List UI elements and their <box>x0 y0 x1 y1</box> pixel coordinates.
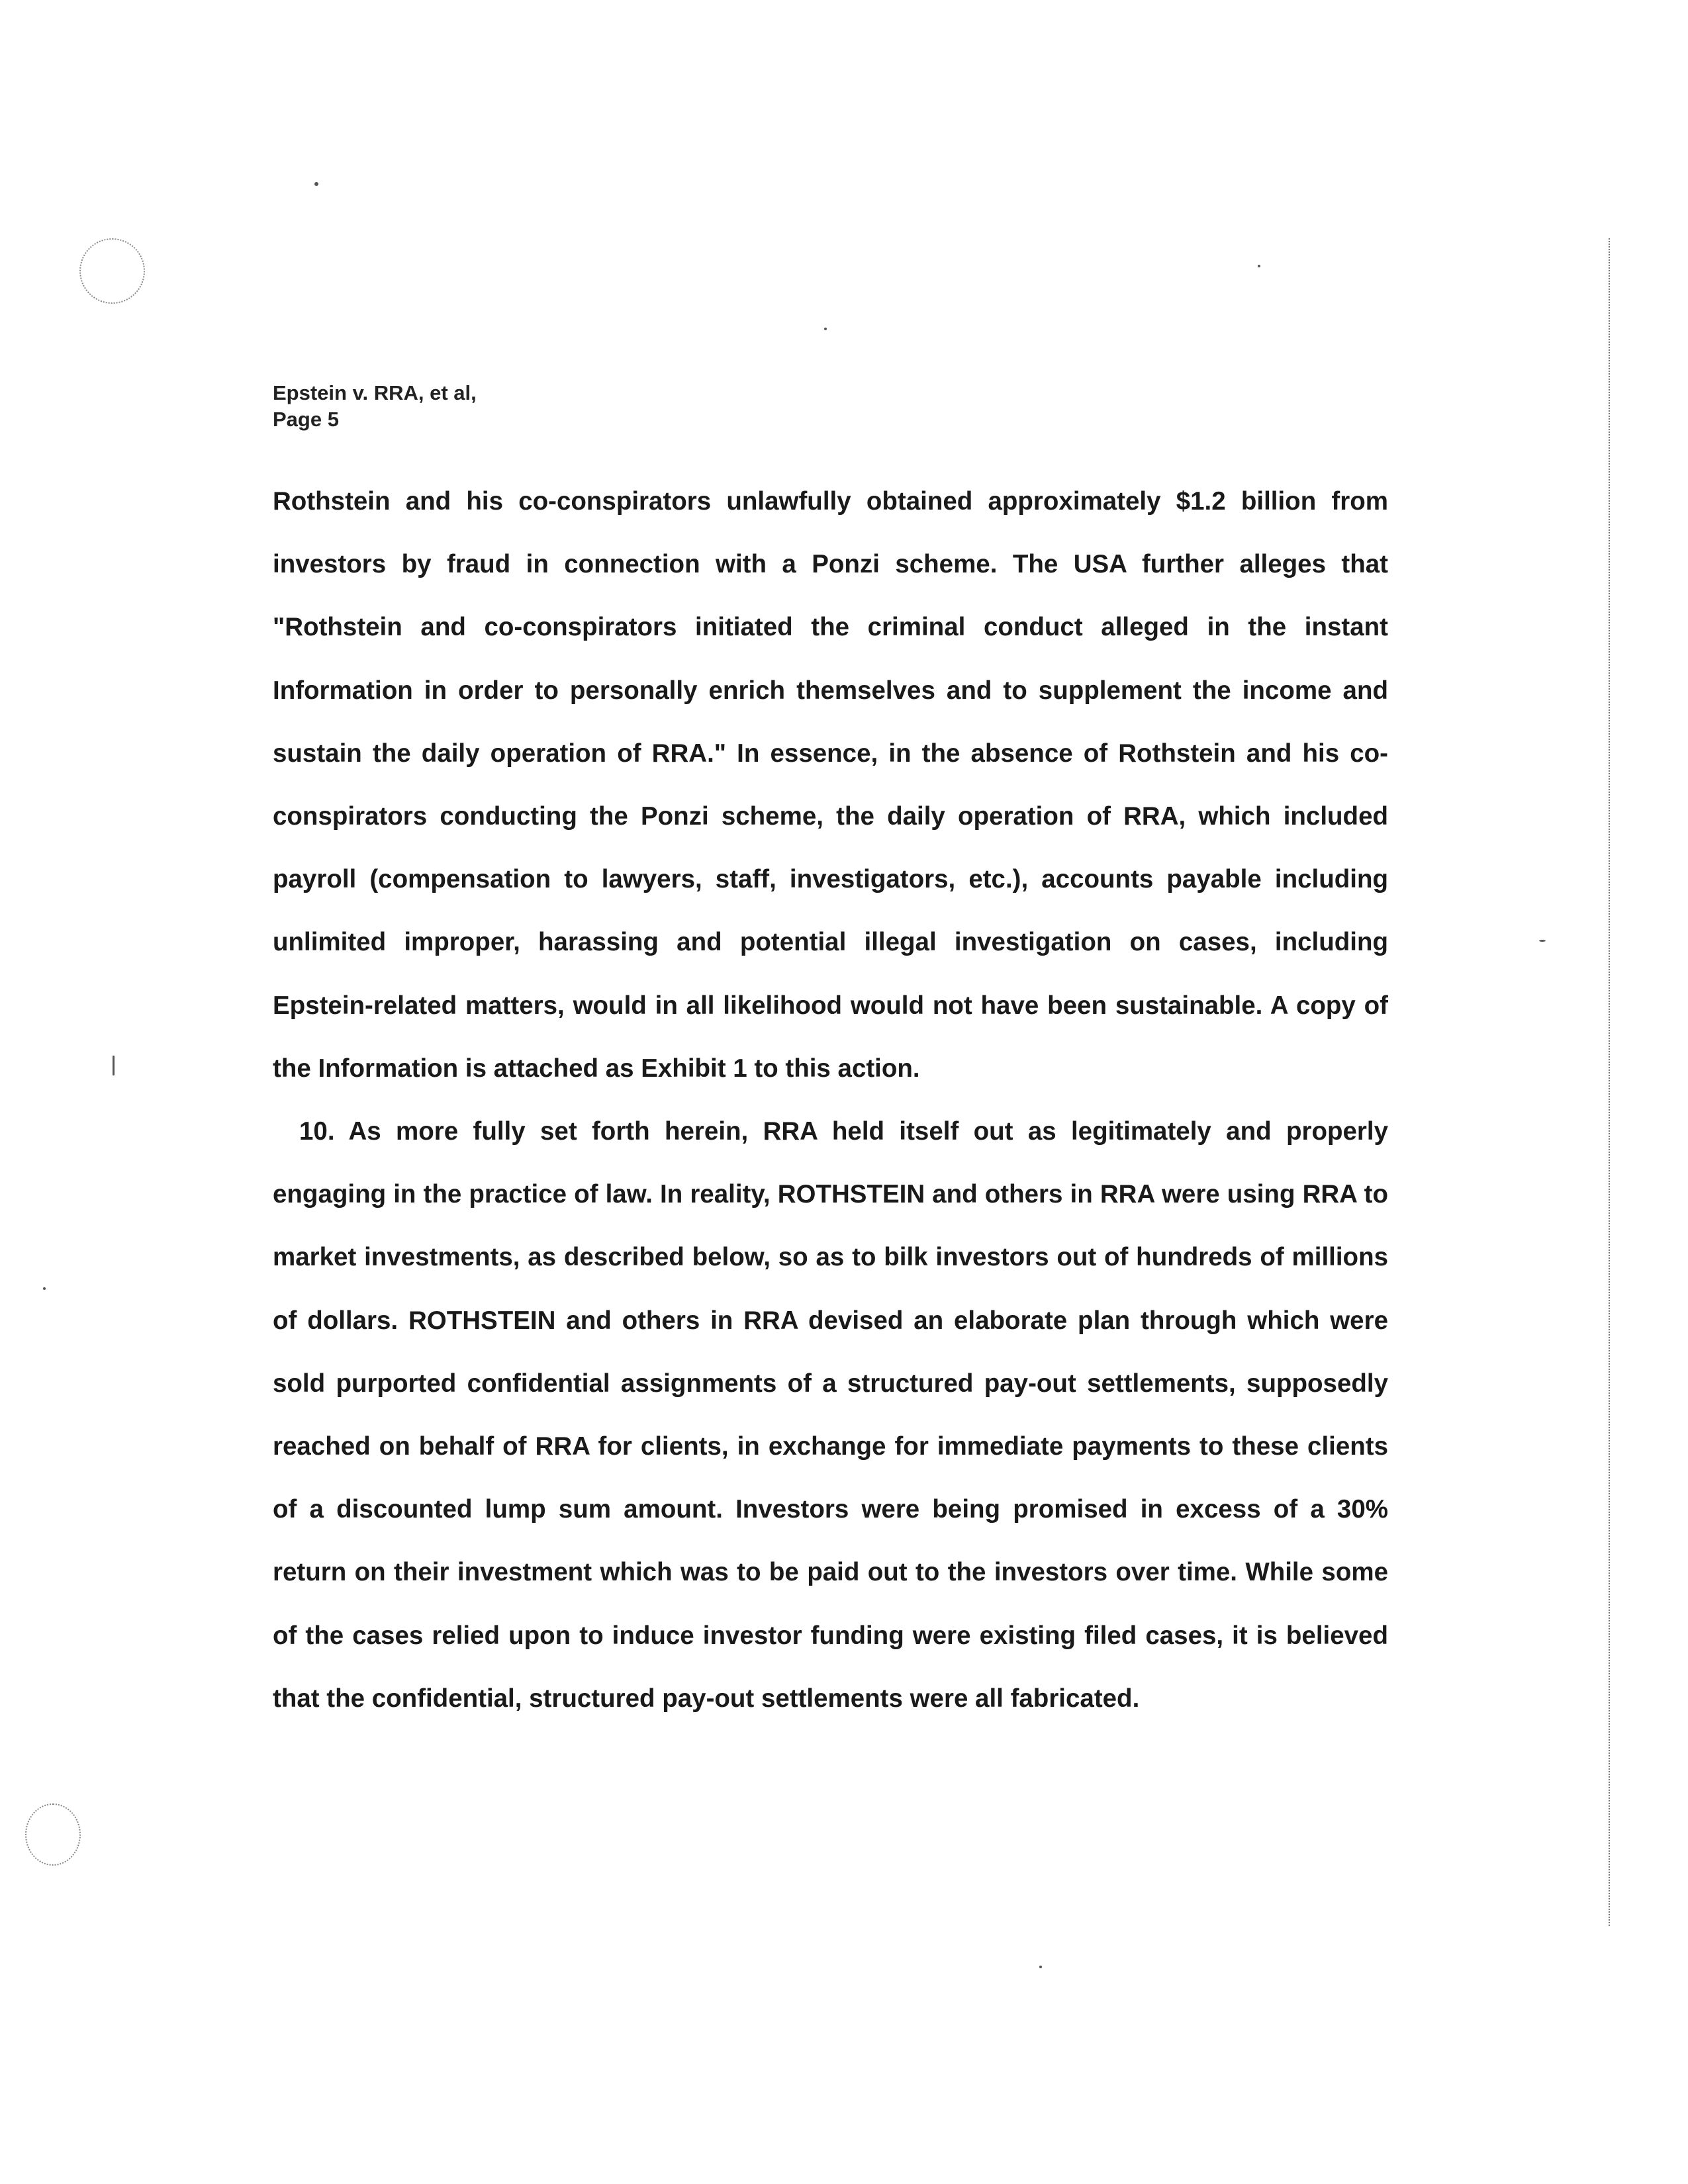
paragraph: Rothstein and his co-conspirators unlawfully obtained approximately $1.2 billion from investors by fraud in connection with a Ponzi scheme. The USA further alleges that "Rothstein and co-conspirators initiated the criminal conduct alleged in the instant Information in order to personally enrich themselves and to supplement the income and sustain the daily operation of RRA." In essence, in the absence of Rothstein and his co-conspirators conducting the Ponzi scheme, the daily operation of RRA, which included payroll (compensation to lawyers, staff, investigators, etc.), accounts payable including unlimited improper, harassing and potential illegal investigation on cases, including Epstein-related matters, would in all likelihood would not have been sustainable. A copy of the Information is attached as Exhibit 1 to this action. <box>273 487 1388 1083</box>
page-number: Page 5 <box>273 408 339 431</box>
scan-speck <box>824 328 827 330</box>
document-body <box>273 470 1388 1730</box>
punch-hole-bottom <box>25 1803 81 1866</box>
scan-edge-line <box>1609 238 1610 1926</box>
scan-speck <box>1258 265 1260 267</box>
scan-speck <box>1539 940 1546 942</box>
punch-hole-top <box>79 238 145 304</box>
page-header <box>273 380 477 433</box>
scan-speck <box>314 182 318 186</box>
case-caption: Epstein v. RRA, et al, <box>273 381 477 404</box>
scan-speck <box>43 1287 46 1290</box>
scan-speck <box>113 1056 115 1075</box>
scan-speck <box>1039 1966 1042 1968</box>
paragraph: 10. As more fully set forth herein, RRA held itself out as legitimately and properly engaging in the practice of law. In reality, ROTHSTEIN and others in RRA were using RRA to market investments, as described below, so as to bilk investors out of hundreds of millions of dollars. ROTHSTEIN and others in RRA devised an elaborate plan through which were sold purported confidential assignments of a structured pay-out settlements, supposedly reached on behalf of RRA for clients, in exchange for immediate payments to these clients of a discounted lump sum amount. Investors were being promised in excess of a 30% return on their investment which was to be paid out to the investors over time. While some of the cases relied upon to induce investor funding were existing filed cases, it is believed that the confidential, structured pay-out settlements were all fabricated. <box>273 1117 1388 1713</box>
